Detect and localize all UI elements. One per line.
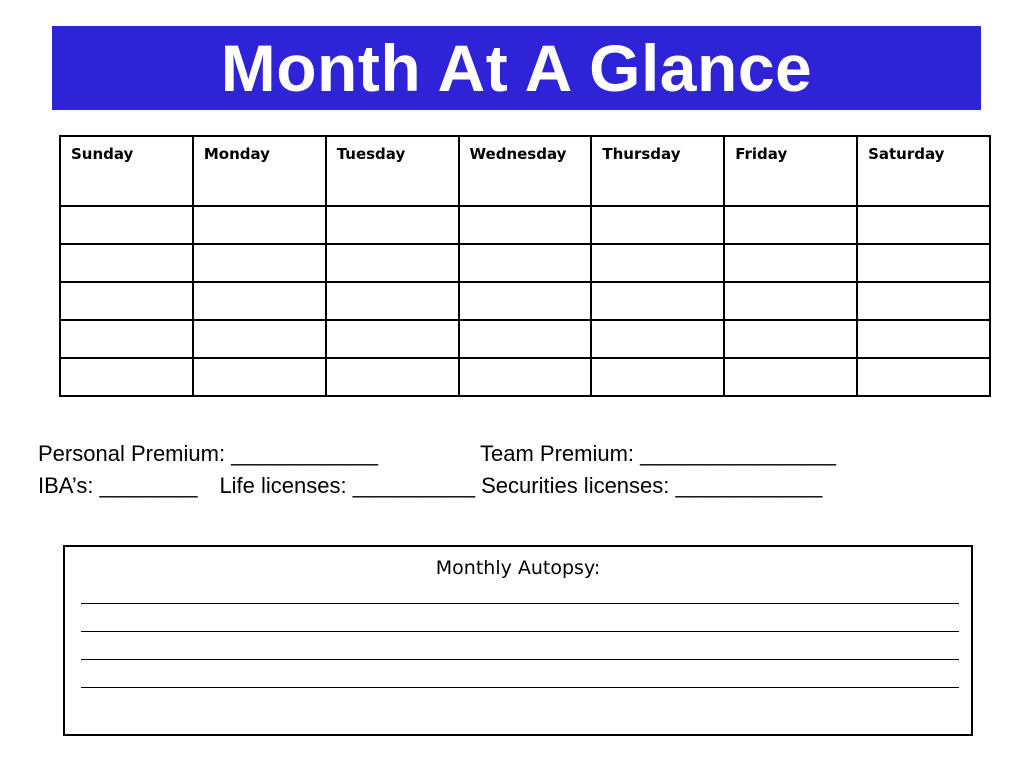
calendar-day-cell[interactable]: [724, 282, 857, 320]
calendar-week-row: [60, 244, 990, 282]
calendar-day-cell[interactable]: [60, 282, 193, 320]
calendar-day-cell[interactable]: [60, 358, 193, 396]
calendar-day-cell[interactable]: [193, 320, 326, 358]
calendar-day-cell[interactable]: [724, 206, 857, 244]
autopsy-line[interactable]: [81, 603, 959, 604]
calendar-day-cell[interactable]: [857, 320, 990, 358]
day-header-tuesday: Tuesday: [326, 136, 459, 206]
calendar-day-cell[interactable]: [326, 206, 459, 244]
team-premium-field[interactable]: Team Premium: ________________: [480, 441, 836, 466]
calendar-day-cell[interactable]: [60, 244, 193, 282]
calendar-day-cell[interactable]: [326, 282, 459, 320]
day-header-saturday: Saturday: [857, 136, 990, 206]
license-fields-row: [38, 473, 822, 499]
calendar-day-cell[interactable]: [459, 358, 592, 396]
calendar-grid: [59, 135, 991, 397]
calendar-day-cell[interactable]: [591, 206, 724, 244]
calendar-day-cell[interactable]: [857, 206, 990, 244]
calendar-day-cell[interactable]: [459, 282, 592, 320]
calendar-day-cell[interactable]: [193, 206, 326, 244]
monthly-autopsy-title: Monthly Autopsy:: [435, 557, 601, 579]
securities-licenses-field[interactable]: Securities licenses: ____________: [481, 473, 823, 498]
calendar-day-cell[interactable]: [326, 358, 459, 396]
calendar-header-row: [60, 136, 990, 206]
calendar-day-cell[interactable]: [591, 244, 724, 282]
ibas-field[interactable]: IBA’s: ________: [38, 473, 198, 498]
day-header-thursday: Thursday: [591, 136, 724, 206]
calendar-day-cell[interactable]: [857, 282, 990, 320]
page-title: Month At A Glance: [220, 31, 813, 105]
calendar-day-cell[interactable]: [724, 320, 857, 358]
calendar-day-cell[interactable]: [60, 320, 193, 358]
day-header-friday: Friday: [724, 136, 857, 206]
calendar-day-cell[interactable]: [60, 206, 193, 244]
calendar-day-cell[interactable]: [591, 320, 724, 358]
calendar-day-cell[interactable]: [724, 244, 857, 282]
autopsy-line[interactable]: [81, 659, 959, 660]
calendar-day-cell[interactable]: [857, 358, 990, 396]
autopsy-line[interactable]: [81, 687, 959, 688]
calendar-day-cell[interactable]: [326, 320, 459, 358]
monthly-autopsy-box: [63, 545, 973, 736]
calendar-day-cell[interactable]: [193, 244, 326, 282]
calendar-day-cell[interactable]: [459, 320, 592, 358]
calendar-day-cell[interactable]: [459, 206, 592, 244]
calendar-day-cell[interactable]: [591, 358, 724, 396]
calendar-day-cell[interactable]: [724, 358, 857, 396]
calendar-day-cell[interactable]: [459, 244, 592, 282]
calendar-day-cell[interactable]: [193, 282, 326, 320]
title-banner: [52, 26, 981, 110]
calendar-day-cell[interactable]: [326, 244, 459, 282]
calendar-day-cell[interactable]: [591, 282, 724, 320]
personal-premium-field[interactable]: Personal Premium: ____________: [38, 441, 379, 466]
premium-fields-row: [38, 441, 836, 467]
autopsy-line[interactable]: [81, 631, 959, 632]
calendar-day-cell[interactable]: [193, 358, 326, 396]
calendar-week-row: [60, 358, 990, 396]
calendar-week-row: [60, 206, 990, 244]
calendar-week-row: [60, 282, 990, 320]
day-header-wednesday: Wednesday: [459, 136, 592, 206]
life-licenses-field[interactable]: Life licenses: __________: [219, 473, 476, 498]
calendar-day-cell[interactable]: [857, 244, 990, 282]
day-header-sunday: Sunday: [60, 136, 193, 206]
day-header-monday: Monday: [193, 136, 326, 206]
calendar-week-row: [60, 320, 990, 358]
